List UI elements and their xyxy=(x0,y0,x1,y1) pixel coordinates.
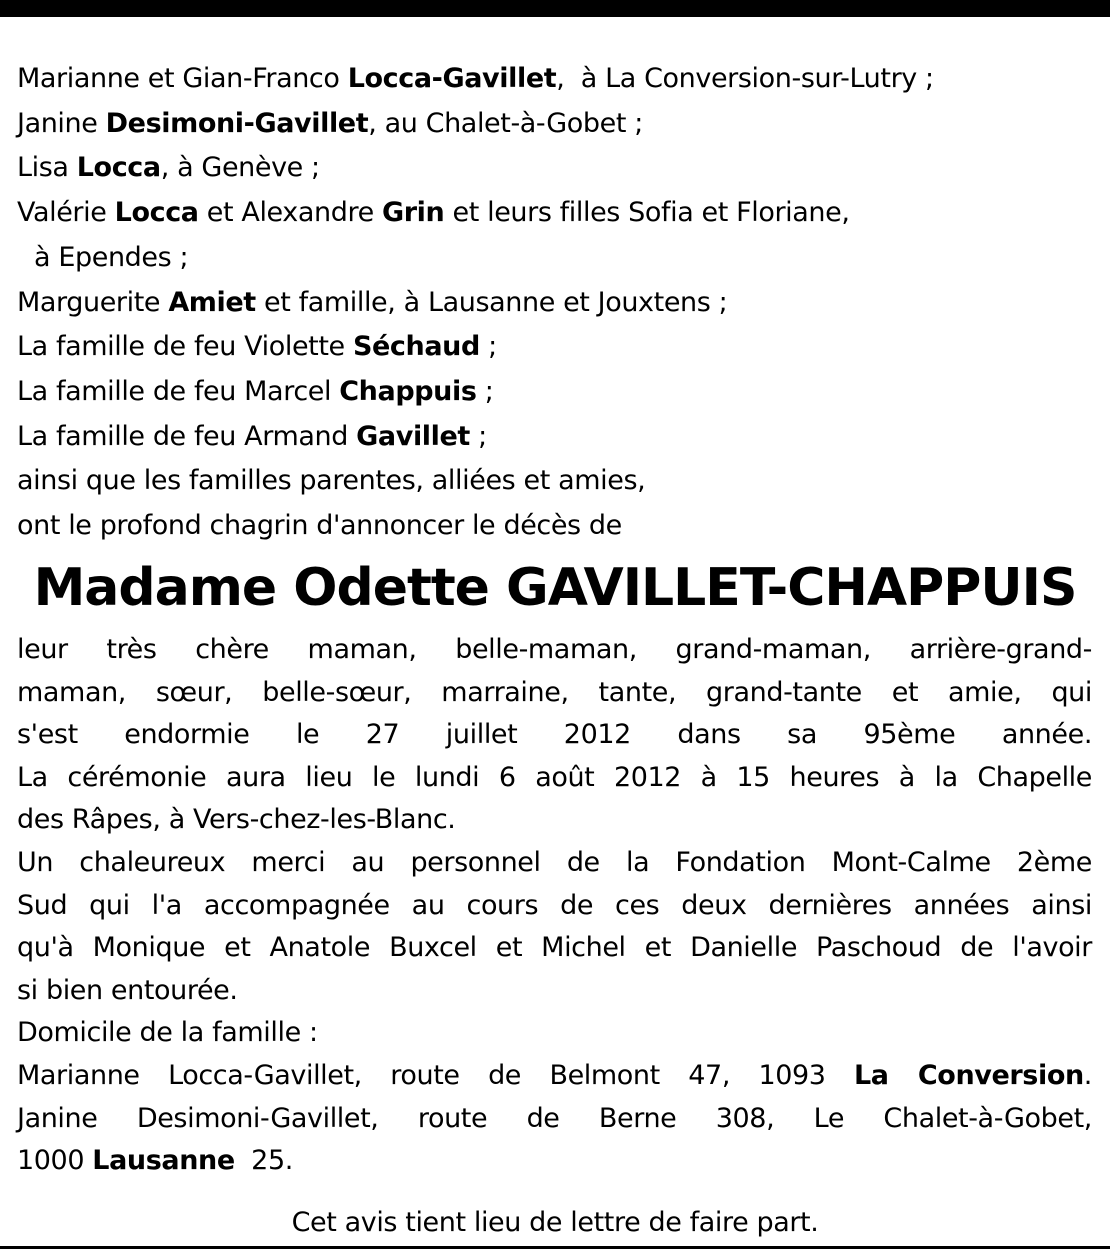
text-segment: et leurs filles Sofia et Floriane, xyxy=(444,197,850,229)
text-segment: , à Genève ; xyxy=(160,152,320,184)
text-segment: Marianne Locca-Gavillet, route de Belmont 47, 1093 xyxy=(17,1059,854,1091)
body-line: si bien entourée. xyxy=(17,974,238,1006)
text-segment: et famille, à Lausanne et Jouxtens ; xyxy=(255,286,728,318)
text-segment: ; xyxy=(469,420,487,452)
bottom-rule xyxy=(0,1246,1110,1249)
text-segment: 25. xyxy=(234,1145,293,1177)
body-line: La cérémonie aura lieu le lundi 6 août 2012 à 15 heures à la Chapelle xyxy=(17,761,1092,793)
body-line: des Râpes, à Vers-chez-les-Blanc. xyxy=(17,804,456,836)
text-segment: , à La Conversion-sur-Lutry ; xyxy=(556,63,934,94)
text-segment: La famille de feu Violette xyxy=(17,331,353,363)
surname: Amiet xyxy=(168,286,256,318)
text-segment: et Alexandre xyxy=(198,197,382,229)
address-line xyxy=(17,1140,1092,1183)
text-segment: ont le profond chagrin d'annoncer le décès de xyxy=(17,510,622,542)
body-line: s'est endormie le 27 juillet 2012 dans sa 95ème année. xyxy=(17,719,1092,751)
family-line xyxy=(17,236,1093,281)
family-line xyxy=(17,459,1093,504)
body-line: Un chaleureux merci au personnel de la Fondation Mont-Calme 2ème xyxy=(17,846,1092,878)
surname: Locca xyxy=(76,152,161,184)
text-segment: Janine xyxy=(17,107,106,139)
body-line: qu'à Monique et Anatole Buxcel et Michel et Danielle Paschoud de l'avoir xyxy=(17,932,1092,964)
body-line: maman, sœur, belle-sœur, marraine, tante, grand-tante et amie, qui xyxy=(17,676,1092,708)
surname: Chappuis xyxy=(339,375,477,407)
closing-text: Cet avis tient lieu de lettre de faire part. xyxy=(291,1207,819,1238)
text-segment: ; xyxy=(479,331,497,363)
surname: Gavillet xyxy=(356,420,470,452)
surname: Locca-Gavillet xyxy=(347,63,557,94)
family-line xyxy=(17,146,1093,191)
body-line: leur très chère maman, belle-maman, grand-maman, arrière-grand- xyxy=(17,634,1092,665)
family-line xyxy=(17,57,1093,102)
text-segment: . xyxy=(1083,1059,1092,1091)
address-line xyxy=(17,1055,1092,1098)
family-list xyxy=(17,57,1093,549)
deceased-name: Madame Odette GAVILLET-CHAPPUIS xyxy=(33,558,1077,618)
text-segment: ; xyxy=(476,375,494,407)
town-name: La Conversion xyxy=(854,1059,1084,1091)
notice-body xyxy=(17,629,1092,1183)
address-line: Janine Desimoni-Gavillet, route de Berne 308, Le Chalet-à-Gobet, xyxy=(17,1102,1092,1134)
body-line: Sud qui l'a accompagnée au cours de ces deux dernières années ainsi xyxy=(17,889,1092,921)
closing-note xyxy=(0,1202,1110,1244)
family-line xyxy=(17,191,1093,236)
text-segment: La famille de feu Marcel xyxy=(17,375,340,407)
town-name: Lausanne xyxy=(92,1145,235,1177)
text-segment: à Ependes ; xyxy=(34,241,189,273)
family-line xyxy=(17,504,1093,549)
family-line xyxy=(17,325,1093,370)
text-segment: , au Chalet-à-Gobet ; xyxy=(368,107,643,139)
text-segment: Marianne et Gian-Franco xyxy=(17,63,348,94)
text-segment: 1000 xyxy=(17,1145,93,1177)
text-segment: Lisa xyxy=(17,152,77,184)
surname: Grin xyxy=(381,197,445,229)
text-segment: La famille de feu Armand xyxy=(17,420,357,452)
family-line xyxy=(17,370,1093,415)
surname: Séchaud xyxy=(352,331,480,363)
text-segment: Marguerite xyxy=(17,286,169,318)
surname: Locca xyxy=(114,197,199,229)
surname: Desimoni-Gavillet xyxy=(105,107,369,139)
text-segment: ainsi que les familles parentes, alliées et amies, xyxy=(17,465,646,497)
body-line: Domicile de la famille : xyxy=(17,1017,318,1049)
family-line xyxy=(17,102,1093,147)
top-rule xyxy=(0,0,1110,17)
family-line xyxy=(17,281,1093,326)
text-segment: Valérie xyxy=(17,197,115,229)
family-line xyxy=(17,415,1093,460)
